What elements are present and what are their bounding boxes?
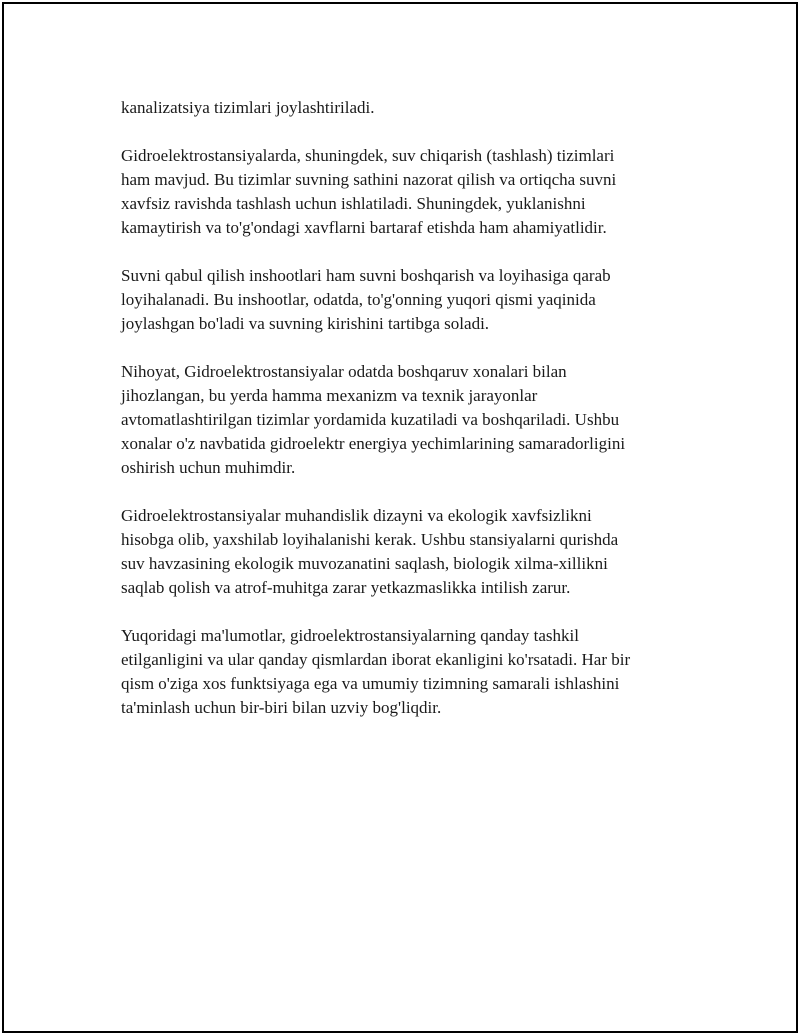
paragraph-3: Suvni qabul qilish inshootlari ham suvni boshqarish va loyihasiga qarab loyihalanadi. Bu inshootlar, odatda, to'g'onning yuqori qismi yaqinida joylashgan bo'ladi va suvning kirishini tartibga soladi. bbox=[121, 266, 611, 333]
paragraph-2: Gidroelektrostansiyalarda, shuningdek, suv chiqarish (tashlash) tizimlari ham mavjud. Bu tizimlar suvning sathini nazorat qilish va ortiqcha suvni xavfsiz ravishda tashlash uchun ishlatiladi. Shuningdek, yuklanishni kamaytirish va to'g'ondagi xavflarni bartaraf etishda ham ahamiyatlidir. bbox=[121, 146, 617, 237]
paragraph-5: Gidroelektrostansiyalar muhandislik dizayni va ekologik xavfsizlikni hisobga olib, yaxshilab loyihalanishi kerak. Ushbu stansiyalarni qurishda suv havzasining ekologik muvozanatini saqlash, biologik xilma-xillikni saqlab qolish va atrof-muhitga zarar yetkazmaslikka intilish zarur. bbox=[121, 506, 619, 597]
paragraph-4: Nihoyat, Gidroelektrostansiyalar odatda boshqaruv xonalari bilan jihozlangan, bu yerda hamma mexanizm va texnik jarayonlar avtomatlashtirilgan tizimlar yordamida kuzatiladi va boshqariladi. Ushbu xonalar o'z navbatida gidroelektr energiya yechimlarining samaradorligini oshirish uchun muhimdir. bbox=[121, 362, 626, 477]
document-page bbox=[2, 2, 798, 1033]
paragraph-1: kanalizatsiya tizimlari joylashtiriladi. bbox=[121, 98, 375, 117]
paragraph-6: Yuqoridagi ma'lumotlar, gidroelektrostansiyalarning qanday tashkil etilganligini va ular qanday qismlardan iborat ekanligini ko'rsatadi. Har bir qism o'ziga xos funktsiyaga ega va umumiy tizimning samarali ishlashini ta'minlash uchun bir-biri bilan uzviy bog'liqdir. bbox=[121, 626, 631, 717]
document-body bbox=[121, 96, 691, 744]
